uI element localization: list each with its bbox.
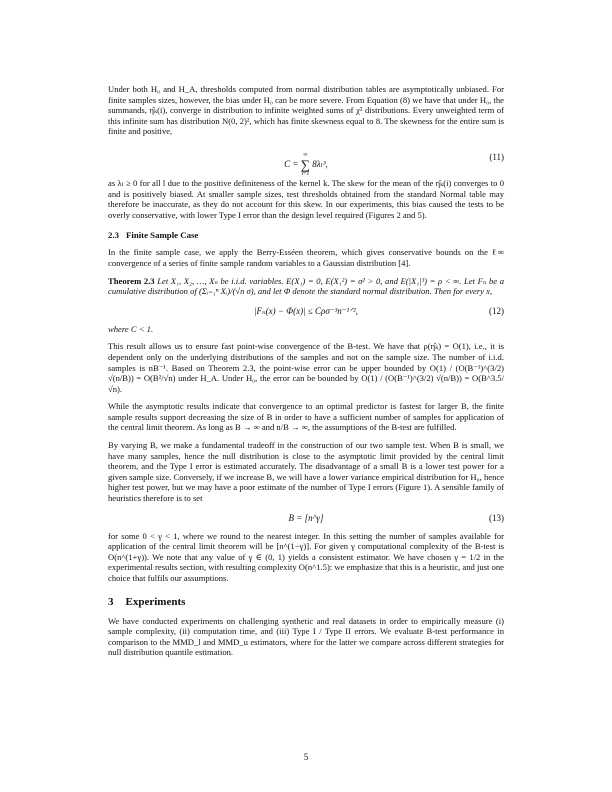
- paragraph-tradeoff: By varying B, we make a fundamental tradeoff in the construction of our two sample test. When B is small, we have many samples, hence the null distribution is close to the asymptotic limit provided by the central limit theorem, and the Type I error is estimated accurately. The disadvantage of a small B is a lower test power for a given sample size. Conversely, if we increase B, we will have a lower variance empirical distribution for H₀, hence higher test power, but we may have a poor estimate of the number of Type I errors (Figure 1). A sensible family of heuristics therefore is to set: [108, 440, 504, 504]
- equation-number-13: (13): [489, 512, 504, 523]
- eq11-upper-limit: ∞: [303, 151, 308, 158]
- eq12-body: |Fₙ(x) − Φ(x)| ≤ Cρσ⁻³n⁻¹ᐟ²,: [254, 305, 358, 316]
- paragraph-asymptotic: While the asymptotic results indicate that convergence to an optimal predictor is fastest for larger B, the finite sample results support decreasing the size of B in order to have a sufficient number of samples for application of the central limit theorem. As long as B → ∞ and n/B → ∞, the assumptions of the B-test are fulfilled.: [108, 401, 504, 433]
- eq13-body: B = [n^γ]: [288, 512, 324, 523]
- equation-number-12: (12): [489, 305, 504, 316]
- section-2-3-heading: [108, 230, 504, 240]
- section-2-3-number: 2.3: [108, 230, 119, 241]
- page-number: 5: [303, 752, 309, 762]
- section-3-title: Experiments: [125, 595, 186, 608]
- paragraph-berry-esseen: In the finite sample case, we apply the Berry-Esséen theorem, which gives conservative bounds on the ℓ∞ convergence of a series of finite sample random variables to a Gaussian distribution [4].: [108, 247, 504, 268]
- theorem-text: Let X₁, X₂, …, Xₙ be i.i.d. variables. E(X₁) = 0, E(X₁²) = σ² > 0, and E(|X₁|³) = ρ < ∞. Let Fₙ be a cumulative distribution of (Σᵢ₌₁ⁿ Xᵢ)/(√n σ), and let Φ denote the standard normal distribution. Then for every x,: [108, 275, 504, 297]
- paragraph-experiments: We have conducted experiments on challenging synthetic and real datasets in order to empirically measure (i) sample complexity, (ii) computation time, and (iii) Type I / Type II errors. We evaluate B-test performance in comparison to the MMD_l and MMD_u estimators, where for the latter we compare across different strategies for null distribution quantile estimation.: [108, 615, 504, 658]
- eq11-rhs: 8λₗ³,: [312, 159, 328, 170]
- equation-number-11: (11): [489, 151, 504, 162]
- paragraph-bias: Under both H₀ and H_A, thresholds computed from normal distribution tables are asymptotically unbiased. For finite samples sizes, however, the bias under H₀ can be more severe. From Equation (8) we have that under H₀, the summands, η̂ₖ(i), converge in distribution to infinite weighted sums of χ² distributions. Every unweighted term of this infinite sum has distribution N(0, 2)², which has finite skewness equal to 8. The skewness for the entire sum is finite and positive,: [108, 84, 504, 137]
- page-content: [108, 84, 504, 665]
- theorem-after: where C < 1.: [108, 323, 154, 334]
- theorem-label: Theorem 2.3: [108, 275, 155, 286]
- paragraph-gamma: for some 0 < γ < 1, where we round to the nearest integer. In this setting the number of samples available for application of the central limit theorem will be [n^(1−γ)]. For given γ computational complexity of the B-test is O(n^(1+γ)). We note that any value of γ ∈ (0, 1) yields a consistent estimator. We have chosen γ = 1/2 in the experimental results section, with resulting complexity O(n^1.5): we emphasize that this is a heuristic, and just one choice that fulfils our assumptions.: [108, 530, 504, 583]
- eq11-lhs: C =: [284, 159, 299, 170]
- section-3-number: 3: [108, 595, 114, 608]
- paragraph-skew: as λₗ ≥ 0 for all l due to the positive definiteness of the kernel k. The skew for the mean of the η̂ₖ(i) converges to 0 and is positively biased. At smaller sample sizes, test thresholds obtained from the standard Normal table may therefore be inaccurate, as they do not account for this skew. In our experiments, this bias caused the tests to be overly conservative, with lower Type I error than the design level required (Figures 2 and 5).: [108, 177, 504, 220]
- summation-symbol: ∞ ∑ l=1: [300, 151, 311, 177]
- section-3-heading: [108, 596, 504, 608]
- equation-11: [108, 144, 504, 177]
- paragraph-convergence: This result allows us to ensure fast point-wise convergence of the B-test. We have that ρ(η̂ₖ) = O(1), i.e., it is dependent only on the underlying distributions of the samples and not on the sample size. The number of i.i.d. samples is nB⁻¹. Based on Theorem 2.3, the point-wise error can be upper bounded by O(1) / (O(B⁻¹)^(3/2) √(n/B)) = O(B²/√n) under H_A. Under H₀, the error can be bounded by O(1) / (O(B⁻¹)^(3/2) √(n/B)) = O(B^3.5/√n).: [108, 341, 504, 394]
- equation-12: [108, 304, 504, 320]
- equation-13: [108, 511, 504, 527]
- theorem-2-3: [108, 276, 504, 297]
- section-2-3-title: Finite Sample Case: [126, 230, 199, 241]
- eq11-lower-limit: l=1: [301, 170, 310, 177]
